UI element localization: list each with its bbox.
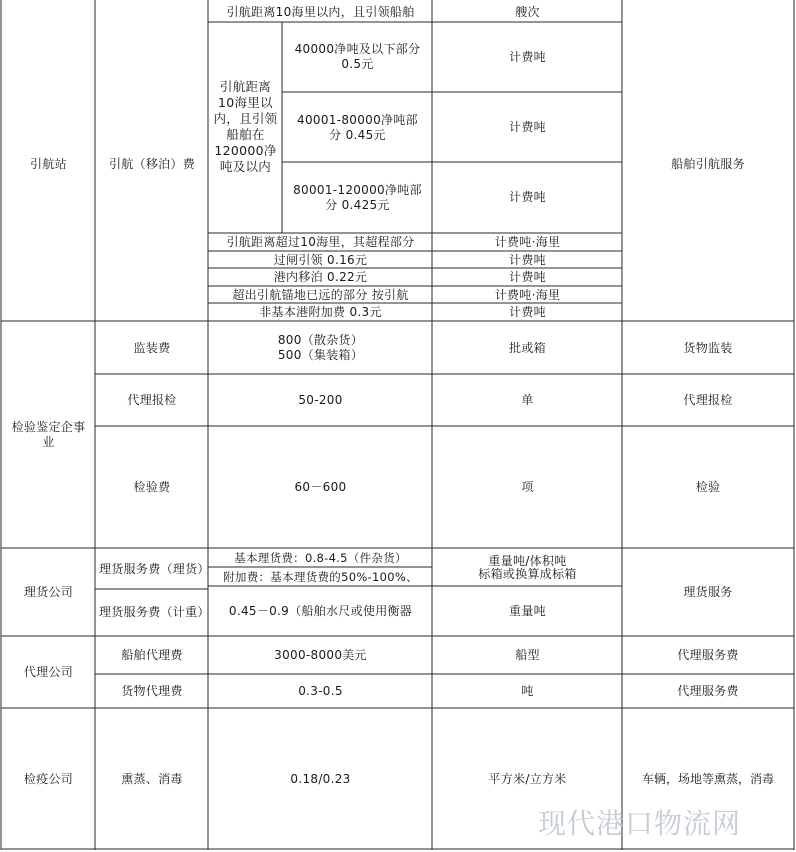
rate-tally-surcharge: 附加费：基本理货费的50%-100%、	[223, 569, 418, 584]
pilot-tier-2-unit: 计费吨	[509, 120, 546, 134]
service-ship-agency: 代理服务费	[677, 648, 739, 662]
unit-ship-agency: 船型	[515, 648, 540, 662]
rate-supervision: 800（散杂货） 500（集装箱）	[277, 333, 364, 362]
service-pilotage: 船舶引航服务	[671, 156, 745, 171]
pilot-extra-3-unit: 计费吨	[509, 270, 546, 284]
fee-agent-declaration: 代理报检	[127, 393, 177, 407]
rate-inspection: 60－600	[294, 480, 347, 494]
pilot-tier-2-item: 40001-80000净吨部分 0.45元	[297, 112, 418, 142]
unit-inspection: 项	[521, 480, 534, 494]
watermark-logo: 现代港口物流网	[538, 807, 742, 840]
pilot-extra-5-unit: 计费吨	[509, 305, 546, 319]
org-quarantine: 检疫公司	[23, 771, 74, 786]
service-fumigation: 车辆，场地等熏蒸，消毒	[641, 771, 774, 786]
fee-tally-weight: 理货服务费（计重）	[99, 605, 210, 619]
rate-agent-declaration: 50-200	[298, 393, 343, 407]
unit-cargo-agency: 吨	[521, 683, 534, 698]
org-pilot-station: 引航站	[30, 156, 67, 171]
pilot-tier-1-item: 40000净吨及以下部分 0.5元	[294, 42, 421, 71]
service-cargo-agency: 代理服务费	[677, 683, 739, 698]
pilot-extra-1-item: 引航距离超过10海里，其超程部分	[226, 235, 415, 249]
unit-supervision: 批或箱	[509, 340, 546, 355]
pilot-top-item: 引航距离10海里以内，且引领船舶	[226, 4, 415, 19]
unit-agent-declaration: 单	[521, 393, 534, 407]
unit-fumigation: 平方米/立方米	[488, 771, 567, 786]
pilot-extra-3-item: 港内移泊 0.22元	[273, 270, 368, 284]
service-agent-declaration: 代理报检	[683, 393, 733, 407]
unit-tally-count: 重量吨/体积吨 标箱或换算成标箱	[478, 553, 577, 581]
service-supervision: 货物监装	[683, 340, 733, 355]
fee-inspection: 检验费	[133, 480, 171, 494]
pilot-tier-1-unit: 计费吨	[509, 49, 546, 64]
service-tally: 理货服务	[683, 584, 733, 599]
fee-fumigation: 熏蒸、消毒	[121, 771, 183, 786]
pilot-extra-4-unit: 计费吨·海里	[494, 287, 561, 302]
pilot-extra-2-item: 过闸引领 0.16元	[273, 252, 368, 267]
org-inspection: 检验鉴定企事业	[11, 420, 86, 449]
fee-cargo-agency: 货物代理费	[121, 683, 183, 698]
unit-tally-weight: 重量吨	[509, 603, 546, 618]
service-inspection: 检验	[695, 480, 721, 494]
pilot-tier-3-item: 80001-120000净吨部分 0.425元	[293, 182, 422, 212]
fee-tally-count: 理货服务费（理货）	[99, 561, 210, 576]
rate-ship-agency: 3000-8000美元	[274, 648, 367, 662]
pilot-top-unit: 艘次	[515, 4, 540, 19]
rate-tally-basic: 基本理货费：0.8-4.5（件杂货）	[234, 550, 407, 565]
org-agency: 代理公司	[23, 664, 74, 679]
pilot-extra-5-item: 非基本港附加费 0.3元	[259, 305, 382, 319]
fee-pilotage: 引航（移泊）费	[108, 156, 196, 171]
pilot-tier-3-unit: 计费吨	[509, 190, 546, 204]
fee-ship-agency: 船舶代理费	[121, 648, 183, 662]
rate-fumigation: 0.18/0.23	[290, 771, 351, 786]
fee-supervision: 监装费	[133, 340, 171, 355]
org-tally: 理货公司	[23, 584, 74, 599]
pilot-condition: 引航距离10海里以内，且引领船舶在120000净吨及以内	[213, 79, 278, 174]
pilot-extra-2-unit: 计费吨	[509, 252, 546, 267]
rate-tally-weight: 0.45－0.9（船舶水尺或使用衡器	[228, 603, 413, 618]
rate-cargo-agency: 0.3-0.5	[298, 683, 343, 698]
pilot-extra-4-item: 超出引航锚地已远的部分 按引航	[232, 287, 409, 302]
pilot-extra-1-unit: 计费吨·海里	[494, 235, 561, 249]
